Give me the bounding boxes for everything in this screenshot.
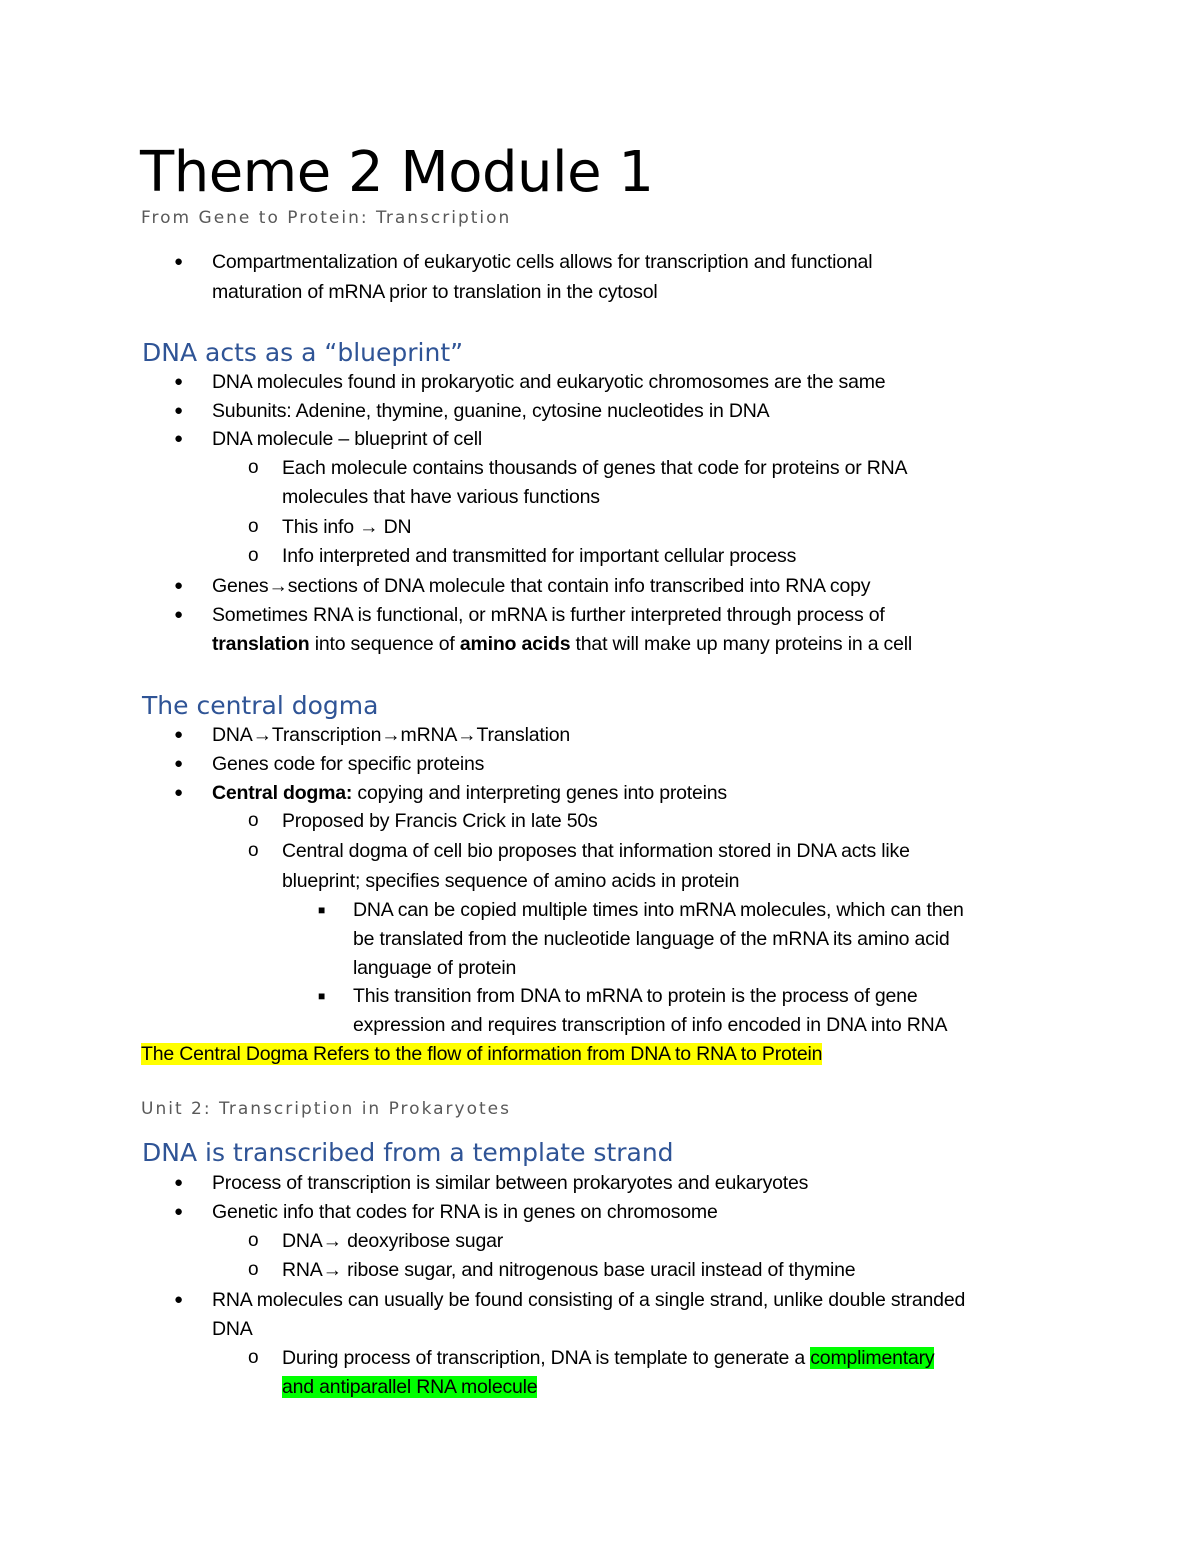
- bullet-circle: o: [248, 516, 259, 537]
- bullet-dot: ●: [174, 784, 184, 801]
- list-item: Sometimes RNA is functional, or mRNA is further interpreted through process of: [212, 604, 885, 626]
- list-item: DNA can be copied multiple times into mRNA molecules, which can then: [353, 899, 964, 921]
- text-run: During process of transcription, DNA is template to generate a: [282, 1347, 811, 1369]
- list-item: Genes code for specific proteins: [212, 753, 485, 775]
- heading-central-dogma: The central dogma: [142, 691, 379, 720]
- list-item: [282, 1344, 934, 1372]
- list-item: Process of transcription is similar between prokaryotes and eukaryotes: [212, 1172, 809, 1194]
- bold-term: translation: [212, 633, 310, 655]
- list-item: blueprint; specifies sequence of amino acids in protein: [282, 870, 740, 892]
- text-run: into sequence of: [309, 633, 460, 655]
- list-item: Genes→sections of DNA molecule that contain info transcribed into RNA copy: [212, 575, 871, 597]
- list-item: RNA→ ribose sugar, and nitrogenous base uracil instead of thymine: [282, 1259, 856, 1281]
- highlighted-summary: [141, 1040, 822, 1068]
- list-item: DNA→ deoxyribose sugar: [282, 1230, 504, 1252]
- bullet-dot: ●: [174, 402, 184, 419]
- list-item: DNA molecule – blueprint of cell: [212, 428, 482, 450]
- bullet-dot: ●: [174, 726, 184, 743]
- bullet-square: ■: [318, 989, 326, 1003]
- list-item: Central dogma of cell bio proposes that information stored in DNA acts like: [282, 840, 910, 862]
- document-title: Theme 2 Module 1: [140, 140, 654, 205]
- list-item: This transition from DNA to mRNA to protein is the process of gene: [353, 985, 918, 1007]
- subtitle-unit-2: Unit 2: Transcription in Prokaryotes: [141, 1099, 511, 1119]
- yellow-highlight: The Central Dogma Refers to the flow of information from DNA to RNA to Protein: [141, 1043, 823, 1065]
- text-run: that will make up many proteins in a cell: [570, 633, 913, 655]
- bullet-dot: ●: [174, 606, 184, 623]
- bullet-dot: ●: [174, 253, 184, 270]
- text-run: copying and interpreting genes into proteins: [352, 782, 727, 804]
- list-item: This info → DN: [282, 516, 412, 538]
- subtitle-transcription: From Gene to Protein: Transcription: [141, 208, 512, 228]
- list-item: Subunits: Adenine, thymine, guanine, cytosine nucleotides in DNA: [212, 400, 770, 422]
- list-item: Genetic info that codes for RNA is in genes on chromosome: [212, 1201, 718, 1223]
- list-item: [282, 1373, 537, 1401]
- bold-term: amino acids: [459, 633, 571, 655]
- bullet-dot: ●: [174, 1203, 184, 1220]
- list-item: language of protein: [353, 957, 517, 979]
- green-highlight: and antiparallel RNA molecule: [282, 1376, 538, 1398]
- list-item: Each molecule contains thousands of genes that code for proteins or RNA: [282, 457, 908, 479]
- intro-line-1: Compartmentalization of eukaryotic cells allows for transcription and functional: [212, 251, 873, 273]
- list-item: molecules that have various functions: [282, 486, 600, 508]
- list-item: expression and requires transcription of info encoded in DNA into RNA: [353, 1014, 948, 1036]
- bullet-square: ■: [318, 903, 326, 917]
- bullet-circle: o: [248, 1230, 259, 1251]
- bold-term: Central dogma:: [212, 782, 353, 804]
- bullet-circle: o: [248, 457, 259, 478]
- bullet-dot: ●: [174, 373, 184, 390]
- list-item: [212, 630, 912, 658]
- list-item: [212, 779, 727, 807]
- list-item: DNA molecules found in prokaryotic and eukaryotic chromosomes are the same: [212, 371, 886, 393]
- list-item: be translated from the nucleotide language of the mRNA its amino acid: [353, 928, 950, 950]
- list-item: RNA molecules can usually be found consisting of a single strand, unlike double stranded: [212, 1289, 966, 1311]
- heading-template-strand: DNA is transcribed from a template strand: [142, 1138, 674, 1167]
- bullet-circle: o: [248, 840, 259, 861]
- bullet-circle: o: [248, 1347, 259, 1368]
- bullet-dot: ●: [174, 577, 184, 594]
- list-item: Info interpreted and transmitted for important cellular process: [282, 545, 797, 567]
- bullet-dot: ●: [174, 755, 184, 772]
- bullet-circle: o: [248, 810, 259, 831]
- bullet-dot: ●: [174, 1174, 184, 1191]
- bullet-dot: ●: [174, 1291, 184, 1308]
- intro-line-2: maturation of mRNA prior to translation in the cytosol: [212, 281, 658, 303]
- bullet-dot: ●: [174, 430, 184, 447]
- green-highlight: complimentary: [810, 1347, 935, 1369]
- bullet-circle: o: [248, 545, 259, 566]
- heading-dna-blueprint: DNA acts as a “blueprint”: [142, 338, 464, 367]
- list-item: Proposed by Francis Crick in late 50s: [282, 810, 598, 832]
- bullet-circle: o: [248, 1259, 259, 1280]
- list-item: DNA: [212, 1318, 253, 1340]
- list-item: DNA→Transcription→mRNA→Translation: [212, 724, 571, 746]
